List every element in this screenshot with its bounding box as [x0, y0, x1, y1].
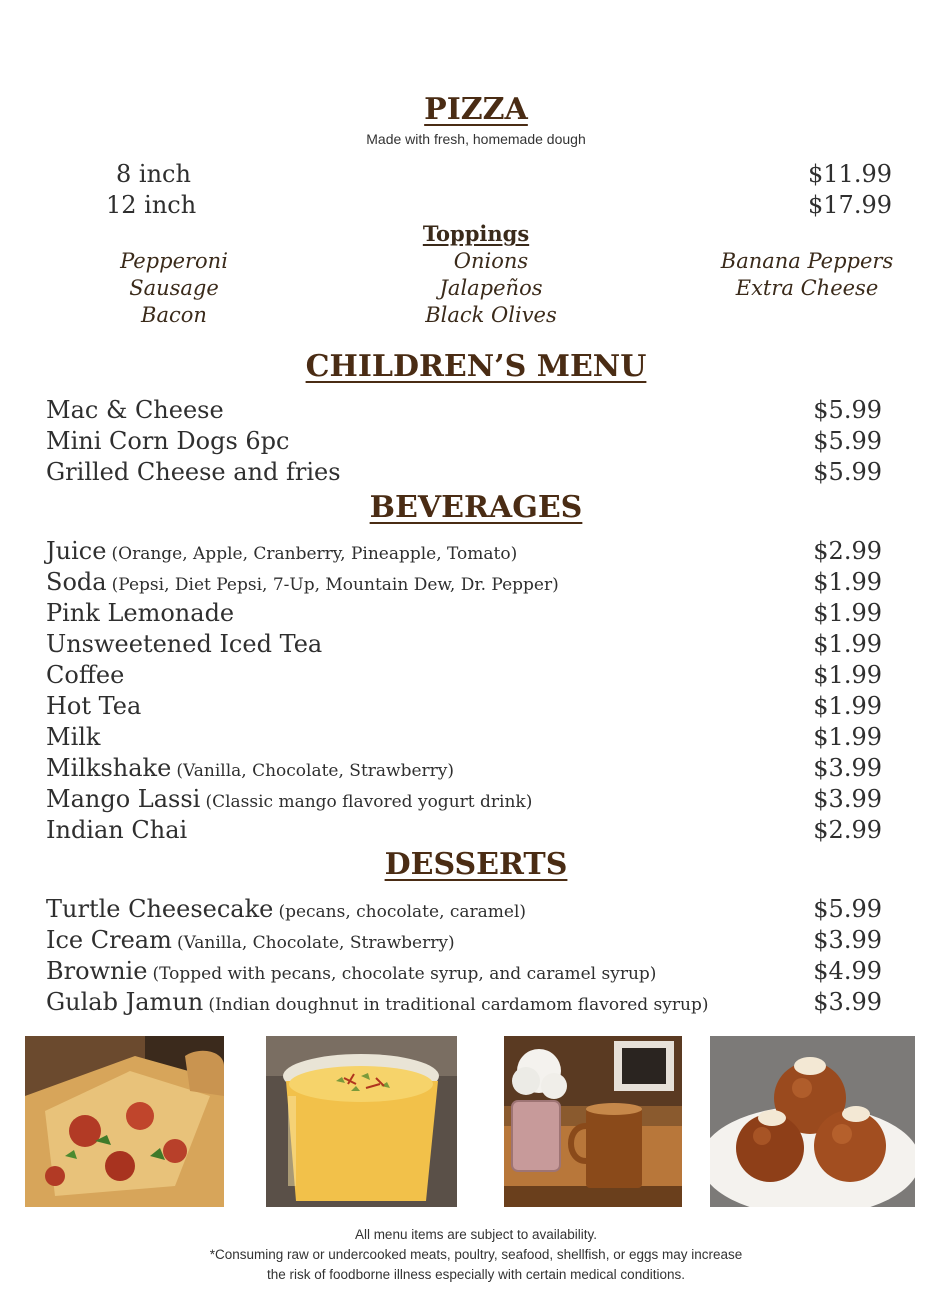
topping-item: Banana Peppers — [720, 249, 894, 273]
toppings-column-middle — [391, 248, 591, 329]
footer-line: All menu items are subject to availability. — [354, 1227, 598, 1242]
item-name: Milk — [46, 723, 101, 751]
toppings-column-left — [74, 248, 274, 329]
item-price: $3.99 — [813, 754, 882, 782]
item-name: Mac & Cheese — [46, 396, 224, 424]
menu-item — [46, 895, 882, 926]
childrens-menu-list — [46, 396, 882, 489]
item-name: Mini Corn Dogs 6pc — [46, 427, 290, 455]
menu-item — [46, 692, 882, 723]
item-price: $5.99 — [813, 895, 882, 923]
footer-disclaimer — [0, 1225, 952, 1285]
pizza-price-8: $11.99 — [808, 160, 892, 188]
menu-item — [46, 785, 882, 816]
topping-item: Jalapeños — [439, 276, 543, 300]
item-description: (Vanilla, Chocolate, Strawberry) — [176, 761, 455, 781]
pizza-size-8: 8 inch — [116, 160, 191, 188]
item-name: Turtle Cheesecake — [46, 895, 274, 923]
item-name: Juice — [46, 537, 107, 565]
menu-item — [46, 723, 882, 754]
item-description: (Indian doughnut in traditional cardamom flavored syrup) — [208, 995, 709, 1015]
pizza-photo — [25, 1036, 224, 1207]
topping-item: Bacon — [141, 303, 207, 327]
item-name: Coffee — [46, 661, 125, 689]
item-price: $4.99 — [813, 957, 882, 985]
item-description: (Classic mango flavored yogurt drink) — [205, 792, 533, 812]
beverages-list — [46, 537, 882, 847]
menu-item — [46, 568, 882, 599]
footer-line: *Consuming raw or undercooked meats, poultry, seafood, shellfish, or eggs may increase — [209, 1247, 743, 1262]
menu-item — [46, 661, 882, 692]
topping-item: Extra Cheese — [735, 276, 879, 300]
item-name: Gulab Jamun — [46, 988, 204, 1016]
childrens-menu-heading: CHILDREN’S MENU — [305, 349, 647, 384]
pizza-price-12: $17.99 — [808, 191, 892, 219]
menu-item — [46, 599, 882, 630]
pizza-size-12: 12 inch — [106, 191, 197, 219]
item-price: $5.99 — [813, 458, 882, 486]
item-description: (pecans, chocolate, caramel) — [278, 902, 527, 922]
item-price: $5.99 — [813, 396, 882, 424]
topping-item: Black Olives — [425, 303, 557, 327]
item-price: $3.99 — [813, 988, 882, 1016]
menu-item — [46, 630, 882, 661]
toppings-column-right — [697, 248, 917, 302]
footer-line: the risk of foodborne illness especially with certain medical conditions. — [267, 1267, 685, 1282]
item-price: $1.99 — [813, 599, 882, 627]
menu-item — [46, 427, 882, 458]
item-description: (Orange, Apple, Cranberry, Pineapple, Tomato) — [111, 544, 518, 564]
coffee-photo — [504, 1036, 682, 1207]
menu-item — [46, 957, 882, 988]
item-description: (Topped with pecans, chocolate syrup, and caramel syrup) — [152, 964, 657, 984]
item-price: $1.99 — [813, 568, 882, 596]
item-price: $1.99 — [813, 630, 882, 658]
desserts-heading: DESSERTS — [384, 847, 568, 882]
item-name: Milkshake — [46, 754, 172, 782]
item-price: $3.99 — [813, 785, 882, 813]
menu-item — [46, 754, 882, 785]
item-name: Ice Cream — [46, 926, 172, 954]
menu-item — [46, 396, 882, 427]
pizza-subtitle: Made with fresh, homemade dough — [366, 131, 586, 147]
toppings-title: Toppings — [422, 221, 530, 246]
pizza-heading: PIZZA — [424, 92, 528, 127]
beverages-heading: BEVERAGES — [369, 490, 583, 525]
item-price: $2.99 — [813, 537, 882, 565]
menu-item — [46, 926, 882, 957]
item-price: $3.99 — [813, 926, 882, 954]
mango-lassi-photo — [266, 1036, 457, 1207]
item-description: (Pepsi, Diet Pepsi, 7-Up, Mountain Dew, Dr. Pepper) — [111, 575, 559, 595]
topping-item: Onions — [453, 249, 529, 273]
item-description: (Vanilla, Chocolate, Strawberry) — [176, 933, 455, 953]
topping-item: Sausage — [129, 276, 219, 300]
item-price: $1.99 — [813, 723, 882, 751]
menu-item — [46, 816, 882, 847]
topping-item: Pepperoni — [120, 249, 228, 273]
menu-item — [46, 537, 882, 568]
item-name: Brownie — [46, 957, 148, 985]
item-name: Unsweetened Iced Tea — [46, 630, 323, 658]
item-name: Indian Chai — [46, 816, 188, 844]
item-price: $2.99 — [813, 816, 882, 844]
item-price: $1.99 — [813, 661, 882, 689]
gulab-jamun-photo — [710, 1036, 915, 1207]
desserts-list — [46, 895, 882, 1019]
item-name: Mango Lassi — [46, 785, 201, 813]
menu-item — [46, 458, 882, 489]
item-price: $1.99 — [813, 692, 882, 720]
item-name: Hot Tea — [46, 692, 142, 720]
menu-item — [46, 988, 882, 1019]
item-name: Soda — [46, 568, 107, 596]
item-name: Pink Lemonade — [46, 599, 235, 627]
item-price: $5.99 — [813, 427, 882, 455]
item-name: Grilled Cheese and fries — [46, 458, 341, 486]
